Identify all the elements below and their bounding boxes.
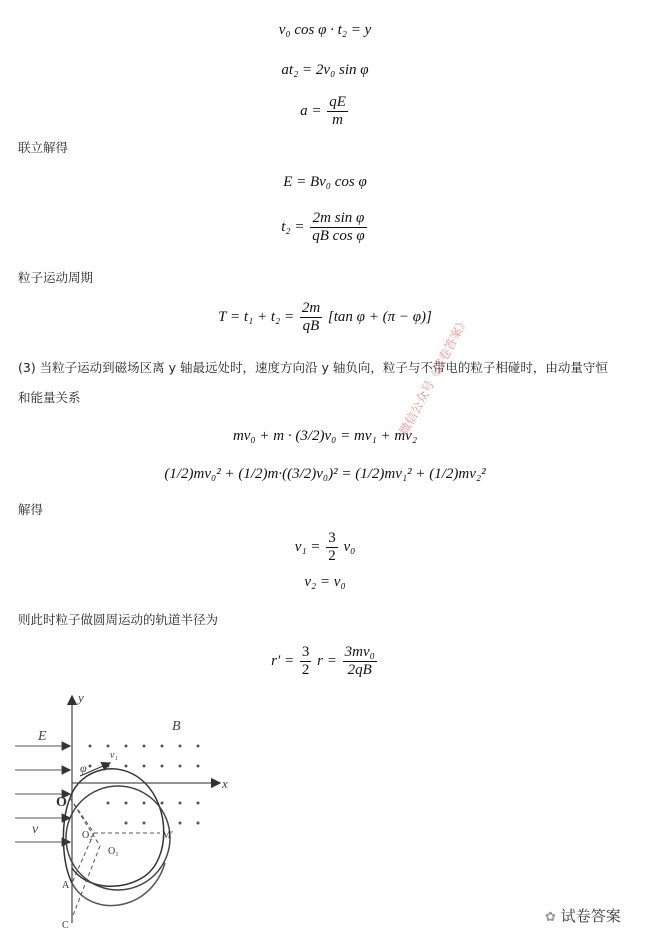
x-axis-label: x xyxy=(222,776,228,791)
eq11-lhs: r′ = xyxy=(271,652,295,669)
trajectory-paths xyxy=(63,769,170,906)
eq6-fraction xyxy=(300,300,322,335)
eq3-lhs: a = xyxy=(300,102,322,119)
eq3-denominator: m xyxy=(332,112,343,128)
eq6-denominator: qB xyxy=(302,318,320,334)
brand-text: 试卷答案 xyxy=(560,907,621,925)
equation-7: mv₀ + m · (3/2)v₀ = mv₁ + mv₂ xyxy=(232,428,418,444)
eq9-lhs: v₁ = xyxy=(294,538,321,555)
y-axis-label: y xyxy=(78,690,84,705)
O2-label: O₂ xyxy=(82,830,93,841)
eq11-fraction-2 xyxy=(343,644,377,679)
eq9-denominator: 2 xyxy=(328,548,336,564)
equation-2: at₂ = 2v₀ sin φ xyxy=(281,62,369,78)
v1-label: v₁ xyxy=(110,750,118,761)
field-E-label: E xyxy=(38,729,47,744)
magnetic-field-dots xyxy=(89,745,200,825)
v-label: v xyxy=(32,822,39,837)
eq5-lhs: t₂ = xyxy=(281,218,305,235)
eq3-fraction xyxy=(327,94,348,129)
equation-8: (1/2)mv₀² + (1/2)m·((3/2)v₀)² = (1/2)mv₁² + (1/2)mv₂² xyxy=(164,466,486,482)
eq6-rhs: [tan φ + (π − φ)] xyxy=(327,308,432,325)
eq11-numerator-1: 3 xyxy=(301,644,310,660)
eq6-numerator: 2m xyxy=(301,300,321,316)
angle-phi-label: φ xyxy=(80,761,87,775)
eq9-rhs: v₀ xyxy=(343,538,356,555)
text-period: 粒子运动周期 xyxy=(18,270,94,285)
equation-3 xyxy=(0,94,650,129)
O1-label: O₁ xyxy=(108,846,119,857)
equation-11 xyxy=(0,644,650,679)
eq9-numerator: 3 xyxy=(328,530,336,546)
watermark: 微信公众号《试卷答案》 xyxy=(396,314,472,438)
eq11-mid: r = xyxy=(317,652,337,669)
text-part3-line2: 和能量关系 xyxy=(18,390,81,405)
eq9-fraction xyxy=(326,530,338,565)
brand-footer xyxy=(545,905,621,926)
eq3-numerator: qE xyxy=(329,94,346,110)
C-label: C xyxy=(62,920,69,931)
eq6-lhs: T = t₁ + t₂ = xyxy=(218,308,295,325)
eq11-denominator-1: 2 xyxy=(301,662,310,678)
equation-9 xyxy=(0,530,650,565)
eq5-denominator: qB cos φ xyxy=(312,228,365,244)
eq11-denominator-2: 2qB xyxy=(347,662,372,678)
trajectory-diagram xyxy=(10,688,250,938)
construction-lines xyxy=(70,798,160,918)
text-radius: 则此时粒子做圆周运动的轨道半径为 xyxy=(18,612,219,627)
electric-field-lines xyxy=(15,746,70,842)
equation-5 xyxy=(0,210,650,245)
equation-10: v₂ = v₀ xyxy=(304,574,346,590)
eq5-fraction xyxy=(310,210,366,245)
equation-6 xyxy=(0,300,650,335)
text-solve: 解得 xyxy=(18,502,44,517)
wechat-icon: ✿ xyxy=(545,910,556,925)
origin-label: O xyxy=(56,795,67,810)
text-part3-line1: (3) 当粒子运动到磁场区离 y 轴最远处时，速度方向沿 y 轴负向，粒子与不带电的粒子相碰时，由动量守恒 xyxy=(18,360,608,375)
eq5-numerator: 2m sin φ xyxy=(310,210,366,228)
equation-1: v₀ cos φ · t₂ = y xyxy=(278,22,372,38)
equation-4: E = Bv₀ cos φ xyxy=(283,174,367,190)
text-combine-solve: 联立解得 xyxy=(18,140,69,155)
A-label: A xyxy=(62,880,70,891)
field-B-label: B xyxy=(172,719,181,734)
eq11-fraction-1 xyxy=(300,644,312,679)
M-label: M′ xyxy=(162,830,174,841)
eq11-numerator-2: 3mv₀ xyxy=(344,644,375,660)
